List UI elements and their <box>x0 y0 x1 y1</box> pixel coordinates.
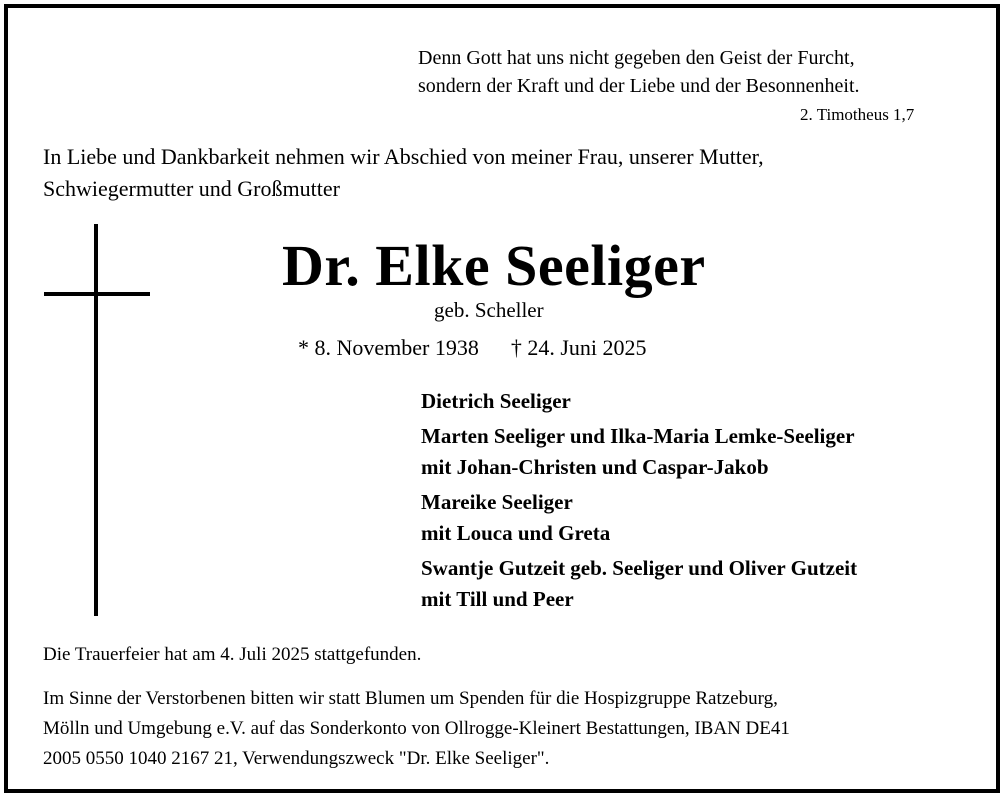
funeral-note: Die Trauerfeier hat am 4. Juli 2025 stattgefunden. <box>43 644 422 665</box>
mourner-line: Marten Seeliger und Ilka-Maria Lemke-Seeliger <box>421 423 855 448</box>
mourner-line: mit Louca und Greta <box>421 521 611 545</box>
mourner-line: Dietrich Seeliger <box>421 389 571 413</box>
mourner-line: Swantje Gutzeit geb. Seeliger und Oliver Gutzeit <box>421 555 858 580</box>
mourner-line: Mareike Seeliger <box>421 489 573 514</box>
mourner-line: mit Johan-Christen und Caspar-Jakob <box>421 455 769 479</box>
mourner-group <box>421 386 857 418</box>
birth-date: * 8. November 1938 <box>298 335 479 360</box>
mourner-group <box>421 421 857 484</box>
mourners-list <box>421 386 857 619</box>
intro-line-1: In Liebe und Dankbarkeit nehmen wir Abschied von meiner Frau, unserer Mutter, <box>43 144 764 169</box>
donation-note <box>43 684 790 774</box>
cross-horizontal-bar <box>44 292 150 296</box>
death-date: † 24. Juni 2025 <box>510 335 647 360</box>
bible-verse-line-2: sondern der Kraft und der Liebe und der Besonnenheit. <box>418 75 860 97</box>
mourner-line: mit Till und Peer <box>421 587 574 611</box>
bible-verse <box>418 44 860 100</box>
cross-vertical-bar <box>94 224 98 616</box>
bible-verse-reference: 2. Timotheus 1,7 <box>800 105 915 124</box>
mourner-group <box>421 487 857 550</box>
maiden-name: geb. Scheller <box>434 298 544 322</box>
donation-line-2: Mölln und Umgebung e.V. auf das Sonderkonto von Ollrogge-Kleinert Bestattungen, IBAN DE41 <box>43 718 790 739</box>
life-dates <box>298 335 647 361</box>
bible-verse-line-1: Denn Gott hat uns nicht gegeben den Geist der Furcht, <box>418 47 855 69</box>
intro-text <box>43 141 764 205</box>
donation-line-1: Im Sinne der Verstorbenen bitten wir statt Blumen um Spenden für die Hospizgruppe Ratzeburg, <box>43 688 778 709</box>
mourner-group <box>421 553 857 616</box>
deceased-name: Dr. Elke Seeliger <box>282 233 706 298</box>
intro-line-2: Schwiegermutter und Großmutter <box>43 176 340 201</box>
donation-line-3: 2005 0550 1040 2167 21, Verwendungszweck "Dr. Elke Seeliger". <box>43 748 550 769</box>
